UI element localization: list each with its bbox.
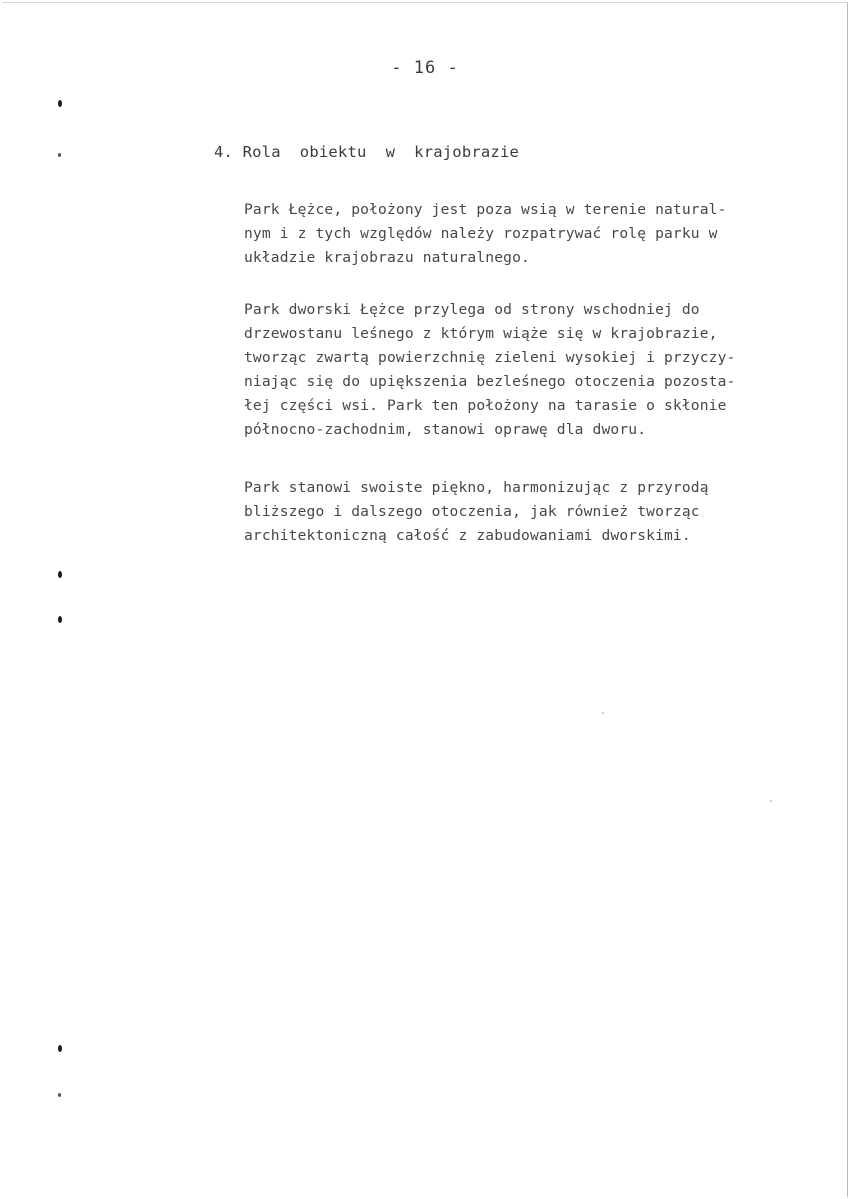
text-line: Park dworski Łężce przylega od strony wschodniej do: [244, 301, 700, 318]
section-heading: 4. Rola obiektu w krajobrazie: [214, 143, 520, 161]
text-line: północno-zachodnim, stanowi oprawę dla dworu.: [244, 421, 647, 438]
text-line: bliższego i dalszego otoczenia, jak również tworząc: [244, 503, 700, 520]
page-border: [2, 2, 848, 1197]
text-line: Park Łężce, położony jest poza wsią w terenie natural-: [244, 201, 727, 218]
paper-speck: [602, 712, 604, 714]
paper-speck: [770, 800, 772, 802]
punch-hole-mark: [58, 153, 61, 157]
text-line: niając się do upiększenia bezleśnego otoczenia pozosta-: [244, 373, 736, 390]
punch-hole-mark: [58, 1093, 61, 1097]
punch-hole-mark: [58, 571, 62, 578]
punch-hole-mark: [58, 1045, 62, 1052]
paragraph-2: [244, 298, 824, 442]
text-line: układzie krajobrazu naturalnego.: [244, 249, 530, 266]
punch-hole-mark: [58, 100, 62, 107]
text-line: łej części wsi. Park ten położony na tarasie o skłonie: [244, 397, 727, 414]
text-line: tworząc zwartą powierzchnię zieleni wysokiej i przyczy-: [244, 349, 736, 366]
punch-hole-mark: [58, 616, 62, 623]
paragraph-3: [244, 476, 824, 548]
text-line: nym i z tych względów należy rozpatrywać rolę parku w: [244, 225, 718, 242]
page-number: - 16 -: [391, 58, 459, 78]
paragraph-1: [244, 198, 824, 270]
text-line: drzewostanu leśnego z którym wiąże się w krajobrazie,: [244, 325, 718, 342]
text-line: architektoniczną całość z zabudowaniami dworskimi.: [244, 527, 691, 544]
text-line: Park stanowi swoiste piękno, harmonizując z przyrodą: [244, 479, 709, 496]
